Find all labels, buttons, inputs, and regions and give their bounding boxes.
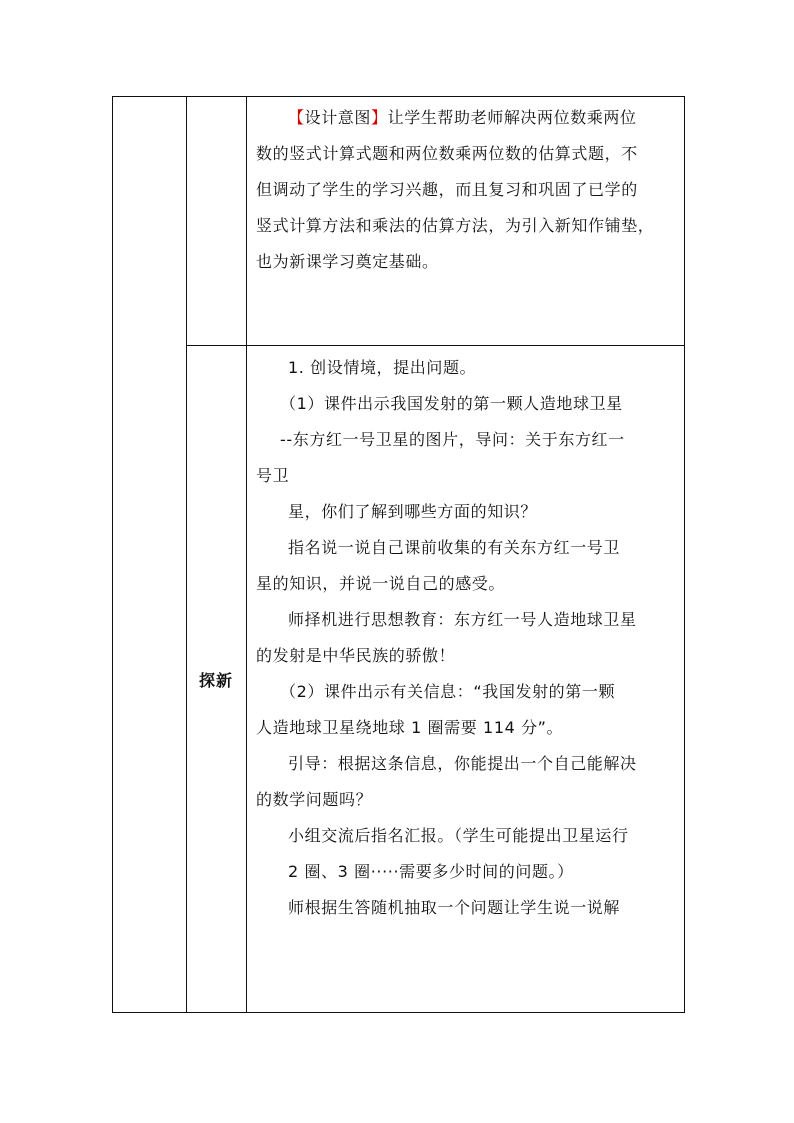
explore-line-11: 人造地球卫星绕地球 1 圈需要 114 分”。	[256, 718, 564, 737]
table-border-left	[112, 96, 113, 1012]
explore-line-12: 引导：根据这条信息，你能提出一个自己能解决	[288, 754, 637, 773]
explore-line-4: 号卫	[256, 466, 290, 485]
table-divider-col2	[246, 96, 247, 1012]
explore-line-6: 指名说一说自己课前收集的有关东方红一号卫	[288, 538, 621, 557]
design-intent-line-3: 但调动了学生的学习兴趣，而且复习和巩固了已学的	[256, 180, 638, 199]
row-label-explore: 探新	[199, 671, 234, 690]
explore-line-2: （1）课件出示我国发射的第一颗人造地球卫星	[280, 394, 623, 413]
design-intent-line-4: 竖式计算方法和乘法的估算方法，为引入新知作铺垫，	[256, 216, 655, 235]
explore-line-14: 小组交流后指名汇报。（学生可能提出卫星运行	[288, 826, 629, 845]
design-intent-line-5: 也为新课学习奠定基础。	[256, 252, 439, 271]
design-intent-label: 设计意图	[304, 108, 372, 127]
explore-line-1: 1. 创设情境，提出问题。	[288, 358, 477, 377]
table-row-divider	[186, 345, 685, 346]
design-intent-bracket-open: 【	[288, 108, 305, 127]
explore-cell	[256, 350, 680, 926]
explore-line-3: --东方红一号卫星的图片，导问：关于东方红一	[280, 430, 625, 449]
explore-line-5: 星，你们了解到哪些方面的知识？	[288, 502, 538, 521]
explore-line-13: 的数学问题吗？	[256, 790, 373, 809]
explore-line-9: 的发射是中华民族的骄傲！	[256, 646, 456, 665]
design-intent-line-1	[256, 100, 680, 136]
explore-line-15: 2 圈、3 圈·····需要多少时间的问题。）	[288, 862, 574, 881]
explore-line-8: 师择机进行思想教育：东方红一号人造地球卫星	[288, 610, 637, 629]
table-divider-col1	[186, 96, 187, 1012]
design-intent-line-2: 数的竖式计算式题和两位数乘两位数的估算式题，不	[256, 144, 638, 163]
table-border-right	[684, 96, 685, 1012]
design-intent-cell	[256, 100, 680, 280]
table-border-bottom	[112, 1012, 685, 1013]
table-border-top	[112, 96, 685, 97]
explore-line-10: （2）课件出示有关信息：“我国发射的第一颗	[280, 682, 616, 701]
design-intent-bracket-close: 】	[371, 108, 388, 127]
explore-line-7: 星的知识，并说一说自己的感受。	[256, 574, 506, 593]
design-intent-text: 让学生帮助老师解决两位数乘两位	[387, 108, 637, 127]
explore-line-16: 师根据生答随机抽取一个问题让学生说一说解	[288, 898, 621, 917]
